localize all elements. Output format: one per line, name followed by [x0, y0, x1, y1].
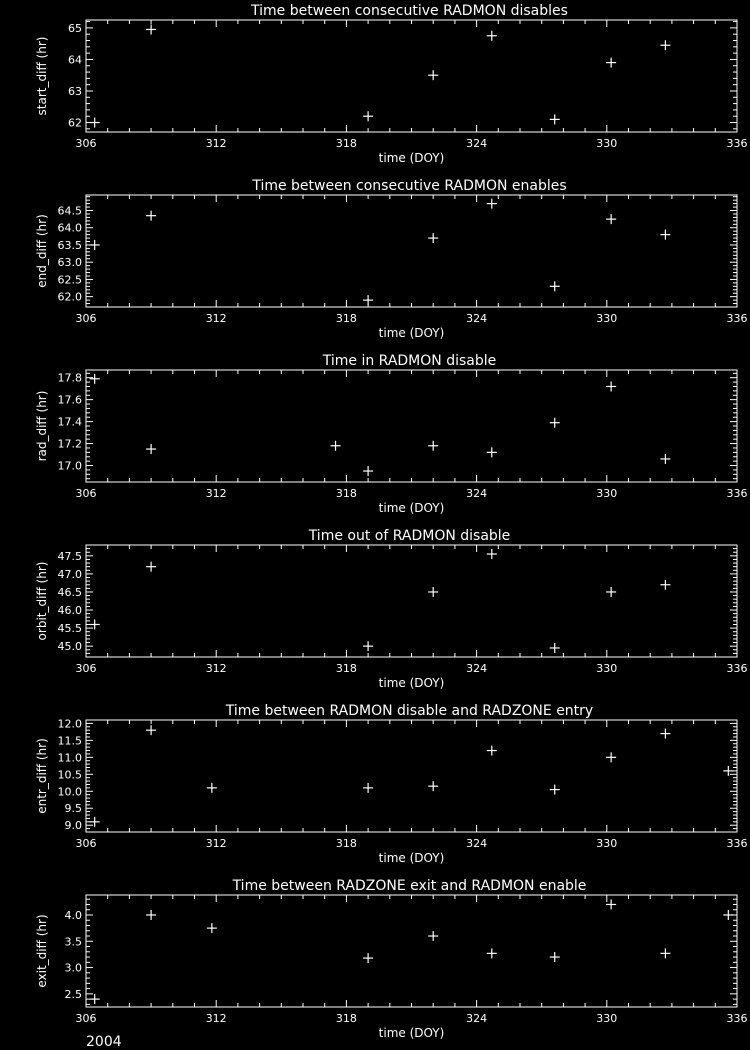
y-tick-label: 62.0 [57, 290, 82, 304]
year-label: 2004 [86, 1034, 122, 1050]
x-tick-label: 336 [726, 137, 748, 150]
data-point [606, 214, 616, 224]
chart-panel-1 [35, 3, 748, 165]
x-tick-label: 330 [596, 662, 618, 675]
plot-frame [86, 20, 737, 132]
plot-frame [86, 895, 737, 1007]
x-tick-label: 324 [466, 662, 488, 675]
y-tick-label: 17.0 [57, 459, 82, 473]
y-tick-label: 3.5 [64, 935, 82, 949]
y-tick-label: 4.0 [64, 908, 82, 922]
x-tick-label: 336 [726, 662, 748, 675]
y-axis-label: end_diff (hr) [35, 214, 49, 288]
x-tick-label: 324 [466, 1012, 488, 1025]
data-point [363, 111, 373, 121]
y-tick-label: 9.0 [64, 819, 82, 833]
x-tick-label: 336 [726, 312, 748, 325]
x-tick-label: 306 [75, 1012, 97, 1025]
data-point [428, 587, 438, 597]
y-axis-label: start_diff (hr) [35, 36, 49, 116]
data-point [428, 233, 438, 243]
data-point [487, 549, 497, 559]
chart-title: Time between consecutive RADMON disables [251, 3, 568, 19]
plot-frame [86, 545, 737, 657]
y-tick-label: 11.0 [57, 751, 82, 765]
data-point [550, 114, 560, 124]
data-point [146, 444, 156, 454]
x-tick-label: 312 [205, 312, 227, 325]
data-point [363, 783, 373, 793]
data-point [363, 295, 373, 305]
data-point [207, 923, 217, 933]
data-point [331, 441, 341, 451]
data-point [146, 910, 156, 920]
x-tick-label: 318 [335, 662, 357, 675]
x-tick-label: 312 [205, 137, 227, 150]
data-point [146, 211, 156, 221]
y-axis-label: rad_diff (hr) [35, 390, 49, 462]
y-tick-label: 10.0 [57, 785, 82, 799]
data-point [363, 466, 373, 476]
y-tick-label: 11.5 [57, 734, 82, 748]
plot-frame [86, 370, 737, 482]
data-point [90, 994, 100, 1004]
x-tick-label: 318 [335, 837, 357, 850]
data-point [606, 752, 616, 762]
y-tick-label: 63.5 [57, 238, 82, 252]
x-tick-label: 324 [466, 837, 488, 850]
x-tick-label: 312 [205, 662, 227, 675]
x-tick-label: 324 [466, 137, 488, 150]
y-tick-label: 17.2 [57, 437, 82, 451]
y-tick-label: 62 [68, 116, 82, 130]
x-tick-label: 318 [335, 312, 357, 325]
x-tick-label: 312 [205, 1012, 227, 1025]
chart-panel-5 [35, 703, 748, 865]
data-point [487, 948, 497, 958]
data-point [146, 725, 156, 735]
x-tick-label: 330 [596, 312, 618, 325]
data-point [428, 70, 438, 80]
y-tick-label: 3.0 [64, 961, 82, 975]
data-point [90, 240, 100, 250]
data-point [660, 580, 670, 590]
x-tick-label: 306 [75, 662, 97, 675]
data-point [660, 230, 670, 240]
y-tick-label: 63 [68, 84, 82, 98]
x-tick-label: 336 [726, 837, 748, 850]
data-point [660, 454, 670, 464]
chart-title: Time between RADZONE exit and RADMON enable [232, 878, 587, 894]
x-tick-label: 324 [466, 312, 488, 325]
data-point [90, 374, 100, 384]
data-point [606, 587, 616, 597]
data-point [550, 418, 560, 428]
x-tick-label: 306 [75, 137, 97, 150]
chart-panel-3 [35, 353, 748, 515]
data-point [207, 783, 217, 793]
x-axis-label: time (DOY) [378, 851, 445, 865]
x-tick-label: 312 [205, 487, 227, 500]
x-axis-label: time (DOY) [378, 1026, 445, 1040]
y-tick-label: 46.5 [57, 585, 82, 599]
x-tick-label: 336 [726, 1012, 748, 1025]
plot-frame [86, 720, 737, 832]
x-tick-label: 318 [335, 1012, 357, 1025]
x-tick-label: 312 [205, 837, 227, 850]
chart-title: Time out of RADMON disable [308, 528, 511, 544]
y-axis-label: entr_diff (hr) [35, 738, 49, 814]
chart-panel-2 [35, 178, 748, 340]
data-point [90, 118, 100, 128]
y-tick-label: 62.5 [57, 273, 82, 287]
y-tick-label: 17.8 [57, 371, 82, 385]
x-tick-label: 330 [596, 837, 618, 850]
x-tick-label: 336 [726, 487, 748, 500]
x-tick-label: 318 [335, 487, 357, 500]
data-point [487, 447, 497, 457]
x-axis-label: time (DOY) [378, 501, 445, 515]
y-tick-label: 10.5 [57, 768, 82, 782]
y-tick-label: 47.5 [57, 549, 82, 563]
chart-title: Time between consecutive RADMON enables [252, 178, 567, 194]
data-point [428, 781, 438, 791]
y-tick-label: 65 [68, 21, 82, 35]
y-tick-label: 9.5 [64, 802, 82, 816]
y-tick-label: 45.0 [57, 640, 82, 654]
x-axis-label: time (DOY) [378, 676, 445, 690]
data-point [487, 31, 497, 41]
data-point [363, 953, 373, 963]
y-axis-label: orbit_diff (hr) [35, 561, 49, 641]
data-point [660, 948, 670, 958]
y-tick-label: 64.5 [57, 204, 82, 218]
y-tick-label: 2.5 [64, 987, 82, 1001]
y-tick-label: 45.5 [57, 622, 82, 636]
data-point [606, 899, 616, 909]
data-point [146, 562, 156, 572]
x-axis-label: time (DOY) [378, 151, 445, 165]
data-point [660, 729, 670, 739]
data-point [550, 785, 560, 795]
y-tick-label: 47.0 [57, 567, 82, 581]
y-tick-label: 17.4 [57, 415, 82, 429]
chart-panel-6 [35, 878, 748, 1040]
data-point [660, 40, 670, 50]
x-tick-label: 330 [596, 1012, 618, 1025]
data-point [428, 931, 438, 941]
x-tick-label: 306 [75, 487, 97, 500]
data-point [487, 199, 497, 209]
y-axis-label: exit_diff (hr) [35, 914, 49, 988]
chart-title: Time in RADMON disable [322, 353, 497, 369]
y-tick-label: 64 [68, 53, 82, 67]
y-tick-label: 46.0 [57, 604, 82, 618]
plot-frame [86, 195, 737, 307]
chart-title: Time between RADMON disable and RADZONE entry [225, 703, 594, 719]
data-point [550, 643, 560, 653]
y-tick-label: 64.0 [57, 221, 82, 235]
data-point [428, 441, 438, 451]
y-tick-label: 17.6 [57, 393, 82, 407]
x-tick-label: 306 [75, 312, 97, 325]
y-tick-label: 12.0 [57, 717, 82, 731]
x-tick-label: 324 [466, 487, 488, 500]
x-tick-label: 330 [596, 487, 618, 500]
chart-panel-4 [35, 528, 748, 690]
data-point [723, 910, 733, 920]
data-point [550, 281, 560, 291]
x-axis-label: time (DOY) [378, 326, 445, 340]
data-point [363, 641, 373, 651]
y-tick-label: 63.0 [57, 256, 82, 270]
x-tick-label: 330 [596, 137, 618, 150]
x-tick-label: 318 [335, 137, 357, 150]
data-point [606, 381, 616, 391]
data-point [550, 952, 560, 962]
x-tick-label: 306 [75, 837, 97, 850]
data-point [146, 24, 156, 34]
data-point [487, 746, 497, 756]
data-point [606, 58, 616, 68]
